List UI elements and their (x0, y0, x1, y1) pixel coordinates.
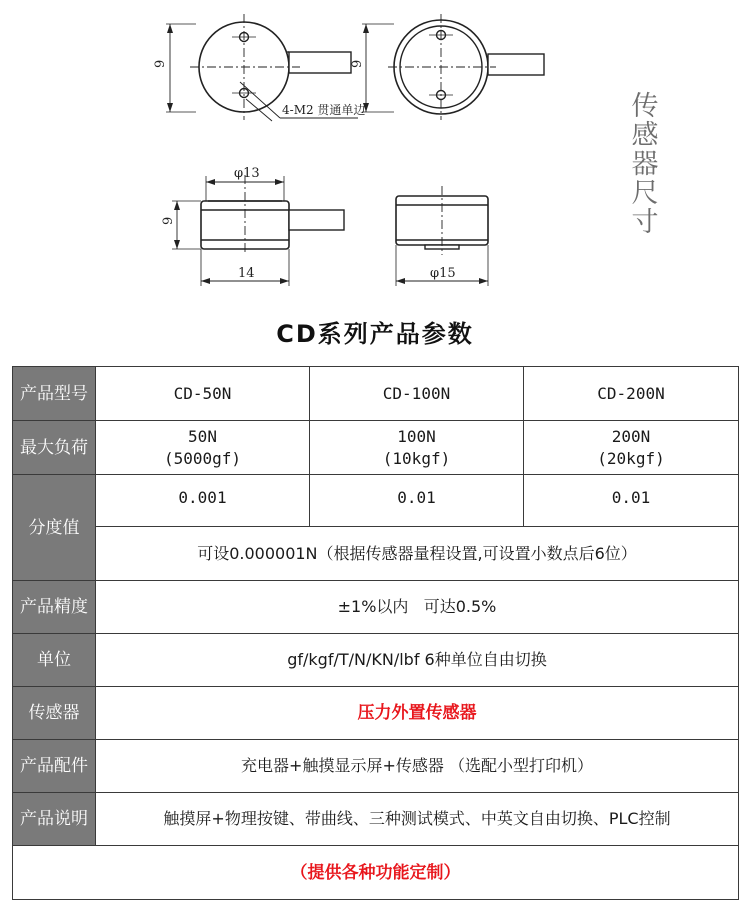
max-load-main: 200N (611, 426, 651, 446)
label-sensor: 传感器 (13, 687, 96, 740)
table-row (13, 687, 739, 740)
table-row (13, 793, 739, 846)
table-row (13, 581, 739, 634)
sensor-size-title (628, 92, 662, 237)
max-load-main: 100N (397, 426, 436, 446)
custom-note: （提供各种功能定制） (13, 846, 739, 900)
dim-diameter-15: φ15 (430, 266, 456, 281)
side-title-char: 尺 (631, 178, 659, 209)
max-load-50n (96, 421, 310, 475)
label-max-load: 最大负荷 (13, 421, 96, 475)
model-cd-100n: CD-100N (310, 367, 524, 421)
max-load-200n (524, 421, 739, 475)
dim-diameter-13: φ13 (234, 166, 260, 181)
max-load-sub: (10kgf) (382, 448, 451, 468)
max-load-100n (310, 421, 524, 475)
table-row (13, 634, 739, 687)
dim-height-3: 9 (161, 216, 176, 225)
plan-view-right (362, 14, 544, 120)
side-title-char: 感 (631, 120, 659, 151)
model-cd-200n: CD-200N (524, 367, 739, 421)
division-200n: 0.01 (524, 475, 739, 527)
label-division: 分度值 (13, 475, 96, 581)
table-row (13, 527, 739, 581)
table-title: CD系列产品参数 (276, 320, 474, 348)
label-accuracy: 产品精度 (13, 581, 96, 634)
label-description: 产品说明 (13, 793, 96, 846)
table-row (13, 846, 739, 900)
label-model: 产品型号 (13, 367, 96, 421)
side-title-char: 寸 (631, 207, 659, 238)
max-load-main: 50N (188, 426, 217, 446)
spec-table (12, 366, 739, 900)
accessories-value: 充电器+触摸显示屏+传感器 （选配小型打印机） (96, 740, 739, 793)
division-note: 可设0.000001N（根据传感器量程设置,可设置小数点后6位） (96, 527, 739, 581)
division-50n: 0.001 (96, 475, 310, 527)
division-100n: 0.01 (310, 475, 524, 527)
sensor-value: 压力外置传感器 (96, 687, 739, 740)
table-row (13, 740, 739, 793)
unit-value: gf/kgf/T/N/KN/lbf 6种单位自由切换 (96, 634, 739, 687)
table-row (13, 367, 739, 421)
dim-height-2: 9 (350, 59, 365, 68)
model-cd-50n: CD-50N (96, 367, 310, 421)
side-title-char: 器 (631, 149, 659, 180)
description-value: 触摸屏+物理按键、带曲线、三种测试模式、中英文自由切换、PLC控制 (96, 793, 739, 846)
dim-height-1: 9 (153, 59, 168, 68)
hole-note: 4-M2 贯通单边 (282, 103, 366, 117)
side-view-left (172, 175, 344, 286)
label-unit: 单位 (13, 634, 96, 687)
table-row (13, 475, 739, 527)
table-row (13, 421, 739, 475)
label-accessories: 产品配件 (13, 740, 96, 793)
max-load-sub: (20kgf) (597, 448, 665, 468)
dim-width-14: 14 (238, 266, 255, 281)
accuracy-value: ±1%以内 可达0.5% (96, 581, 739, 634)
max-load-sub: (5000gf) (163, 448, 242, 468)
side-title-char: 传 (631, 91, 659, 122)
